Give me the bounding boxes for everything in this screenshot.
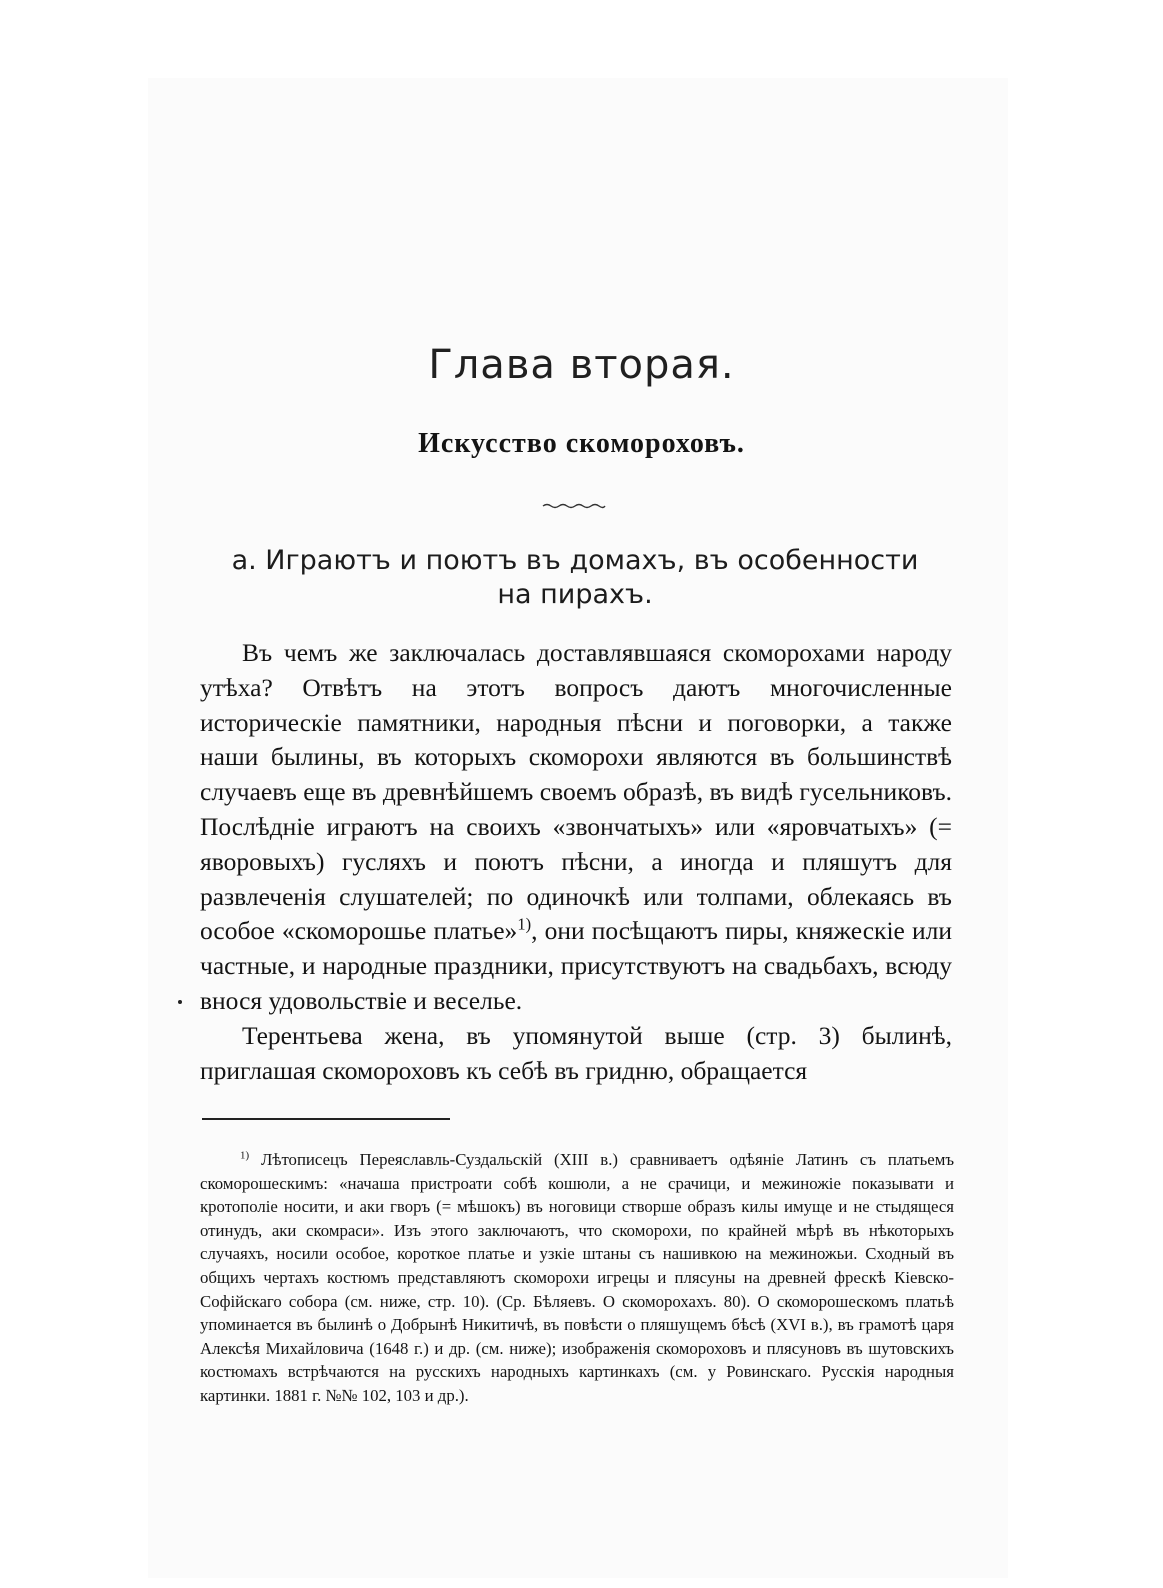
paragraph-1-continuation: , они посѣщаютъ пиры, княжескіе или частные, и народные праздники, присутствуютъ на свадьбахъ, всюду внося удовольствіе и веселье. bbox=[200, 916, 952, 1015]
footnote-text: Лѣтописецъ Переяславль-Суздальскій (XIII в.) сравниваетъ одѣяніе Латинъ съ платьемъ скоморошескимъ: «начаша пристроати собѣ кошюли, а не срачици, и межиножіе показывати и кротополіе носити, и аки гворъ (= мѣшокъ) въ ноговици створше образъ килы имуще и не стыдящеся отинудъ, аки скомраси». Изъ этого заключаютъ, что скоморохи, по крайней мѣрѣ въ нѣкоторыхъ случаяхъ, носили особое, короткое платье и узкіе штаны съ нашивкою на межиножьи. Сходный въ общихъ чертахъ костюмъ представляютъ скоморохи игрецы и плясуны на древней фрескѣ Кіевско-Софійскаго собора (см. ниже, стр. 10). (Ср. Бѣляевъ. О скоморохахъ. 80). О скоморошескомъ платьѣ упоминается въ былинѣ о Добрынѣ Никитичѣ, въ повѣсти о пляшущемъ бѣсѣ (XVI в.), въ грамотѣ царя Алексѣя Михайловича (1648 г.) и др. (см. ниже); изображенія скомороховъ и плясуновъ въ шутовскихъ костюмахъ встрѣчаются на русскихъ народныхъ картинкахъ (см. у Ровинскаго. Русскія народныя картинки. 1881 г. №№ 102, 103 и др.). bbox=[200, 1150, 955, 1405]
chapter-title: Глава вторая. bbox=[428, 342, 735, 388]
chapter-subtitle: Искусство скомороховъ. bbox=[418, 428, 745, 459]
ornament-divider bbox=[539, 497, 609, 513]
footnote-mark: 1) bbox=[240, 1149, 250, 1162]
section-heading-line-2: на пирахъ. bbox=[497, 579, 653, 610]
section-heading bbox=[190, 544, 960, 612]
margin-mark bbox=[178, 1000, 182, 1004]
footnote-reference: 1) bbox=[517, 914, 532, 934]
paragraph-2: Терентьева жена, въ упомянутой выше (стр. 3) былинѣ, приглашая скомороховъ къ себѣ въ гридню, обращается bbox=[200, 1020, 952, 1085]
paragraph-1 bbox=[200, 636, 952, 1019]
footnote bbox=[200, 1148, 954, 1408]
paragraph-1-text: Въ чемъ же заключалась доставлявшаяся скоморохами народу утѣха? Отвѣтъ на этотъ вопросъ даютъ многочисленные историческіе памятники, народныя пѣсни и поговорки, а также наши былины, въ которыхъ скоморохи являются въ большинствѣ случаевъ еще въ древнѣйшемъ своемъ образѣ, въ видѣ гусельниковъ. Послѣдніе играютъ на своихъ «звончатыхъ» или «яровчатыхъ» (= яворовыхъ) гусляхъ и поютъ пѣсни, а иногда и пляшутъ для развлеченія слушателей; по одиночкѣ или толпами, облекаясь въ особое «скоморошье платье» bbox=[200, 638, 952, 946]
main-text bbox=[200, 636, 952, 1088]
footnote-rule bbox=[202, 1118, 450, 1120]
footnote-paragraph bbox=[200, 1148, 954, 1408]
section-heading-line-1: а. Играютъ и поютъ въ домахъ, въ особенности bbox=[231, 545, 919, 576]
